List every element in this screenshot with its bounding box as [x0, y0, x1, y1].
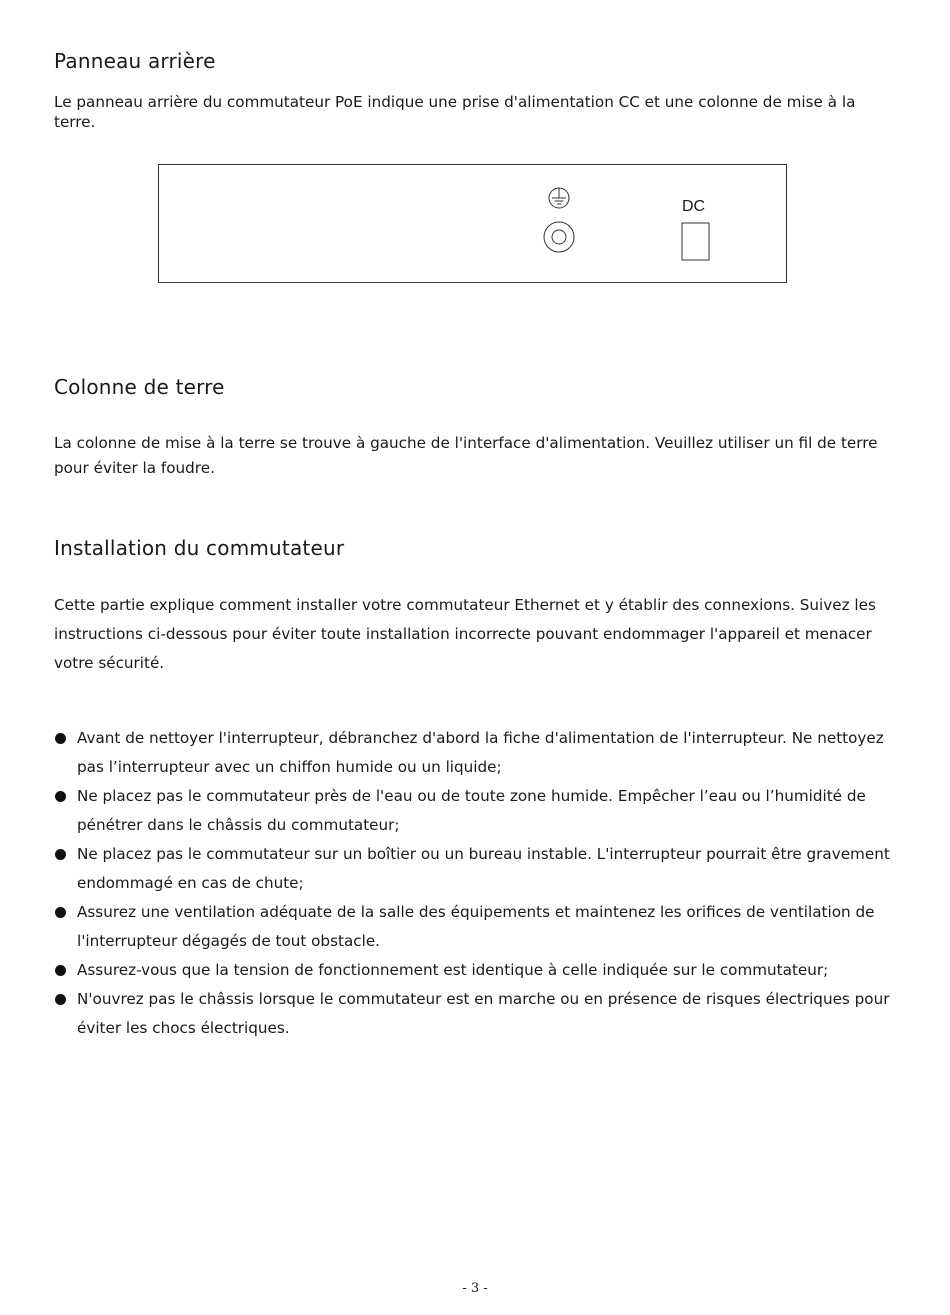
list-item	[54, 782, 902, 840]
ground-symbol-icon	[549, 188, 569, 208]
list-item	[54, 956, 902, 985]
list-item	[54, 898, 902, 956]
ground-terminal-icon	[544, 222, 574, 252]
list-item-text: Avant de nettoyer l'interrupteur, débranchez d'abord la fiche d'alimentation de l'interrupteur. Ne nettoyez pas l’interrupteur avec un chiffon humide ou un liquide;	[77, 729, 884, 776]
list-item	[54, 985, 902, 1043]
bullet-icon	[55, 994, 66, 1005]
list-item-text: N'ouvrez pas le châssis lorsque le commutateur est en marche ou en présence de risques électriques pour éviter les chocs électriques.	[77, 990, 890, 1037]
page-number: - 3 -	[462, 1281, 488, 1296]
installation-paragraph: Cette partie explique comment installer votre commutateur Ethernet et y établir des connexions. Suivez les instructions ci-dessous pour éviter toute installation incorrecte pouvant endommager l'appareil et menacer votre sécurité.	[54, 596, 876, 672]
list-item-text: Ne placez pas le commutateur près de l'eau ou de toute zone humide. Empêcher l’eau ou l’humidité de pénétrer dans le châssis du commutateur;	[77, 787, 866, 834]
list-item	[54, 724, 902, 782]
rear-panel-heading: Panneau arrière	[54, 49, 216, 73]
ground-column-paragraph: La colonne de mise à la terre se trouve à gauche de l'interface d'alimentation. Veuillez utiliser un fil de terre pour éviter la foudre.	[54, 434, 878, 477]
safety-instructions-list	[54, 724, 902, 1043]
bullet-icon	[55, 733, 66, 744]
bullet-icon	[55, 907, 66, 918]
bullet-icon	[55, 965, 66, 976]
bullet-icon	[55, 791, 66, 802]
list-item-text: Ne placez pas le commutateur sur un boîtier ou un bureau instable. L'interrupteur pourrait être gravement endommagé en cas de chute;	[77, 845, 890, 892]
bullet-icon	[55, 849, 66, 860]
installation-heading: Installation du commutateur	[54, 536, 345, 560]
list-item	[54, 840, 902, 898]
ground-column-heading: Colonne de terre	[54, 375, 225, 399]
dc-label: DC	[682, 198, 706, 215]
rear-panel-paragraph: Le panneau arrière du commutateur PoE indique une prise d'alimentation CC et une colonne de mise à la terre.	[54, 93, 856, 131]
dc-jack-icon	[682, 223, 709, 260]
rear-panel-drawing	[159, 165, 788, 284]
rear-panel-diagram	[158, 164, 787, 283]
list-item-text: Assurez une ventilation adéquate de la salle des équipements et maintenez les orifices de ventilation de l'interrupteur dégagés de tout obstacle.	[77, 903, 875, 950]
list-item-text: Assurez-vous que la tension de fonctionnement est identique à celle indiquée sur le commutateur;	[77, 961, 829, 979]
